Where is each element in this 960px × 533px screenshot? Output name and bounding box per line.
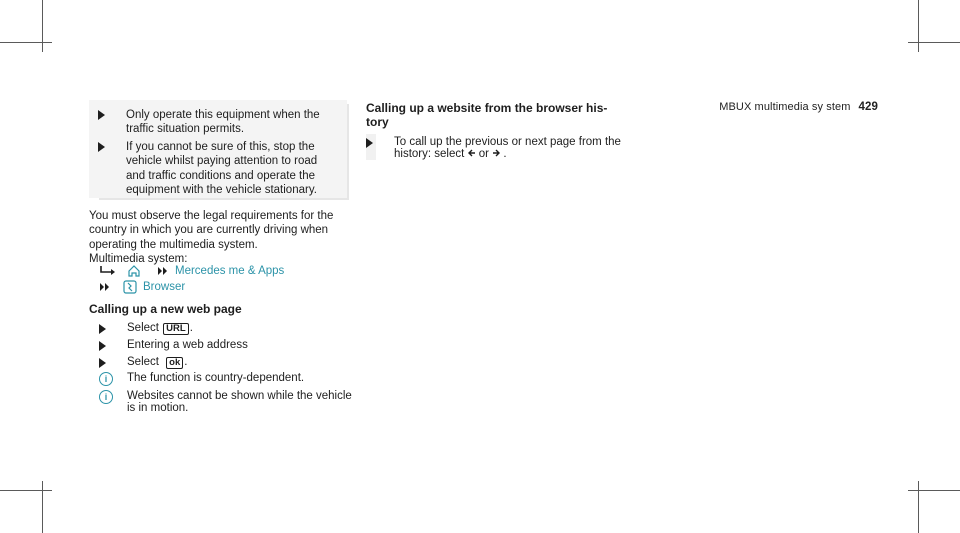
- intro-text: Multimedia system:: [89, 253, 188, 266]
- warning-text: and traffic conditions and operate the: [126, 169, 316, 182]
- note-text: is in motion.: [127, 402, 189, 414]
- step-item: [366, 136, 621, 160]
- arrow-bullet-icon: [99, 324, 106, 334]
- heading-line: Calling up a website from the browser his-: [366, 101, 608, 115]
- step-item: [99, 339, 248, 354]
- hook-arrow-icon: [99, 265, 117, 277]
- home-icon[interactable]: [127, 264, 141, 278]
- arrow-bullet-icon: [99, 341, 106, 351]
- note-text: The function is country-dependent.: [127, 372, 305, 384]
- double-chevron-icon: [157, 266, 169, 276]
- heading-line: tory: [366, 115, 389, 130]
- crop-mark: [0, 42, 52, 43]
- nav-path: [99, 280, 185, 294]
- step-text: Select: [127, 322, 159, 334]
- warning-text: vehicle whilst paying attention to road: [126, 155, 318, 168]
- step-item: [99, 356, 187, 371]
- url-key-icon[interactable]: URL: [163, 323, 189, 335]
- step-text: or: [478, 148, 489, 160]
- section-heading: [366, 101, 607, 130]
- nav-item-mercedes-me[interactable]: Mercedes me & Apps: [175, 265, 285, 277]
- step-item: [99, 322, 193, 337]
- step-text: To call up the previous or next page from the: [394, 136, 621, 148]
- forward-arrow-icon[interactable]: [492, 148, 503, 160]
- punct: .: [189, 322, 193, 334]
- warning-item: [98, 108, 320, 137]
- info-icon: i: [99, 390, 113, 404]
- crop-mark: [42, 0, 43, 52]
- crop-mark: [918, 481, 919, 533]
- intro-text: operating the multimedia system.: [89, 238, 258, 251]
- arrow-bullet-icon: [99, 358, 106, 368]
- intro-text: country in which you are currently driving when: [89, 224, 329, 237]
- info-icon: i: [99, 372, 113, 386]
- back-arrow-icon[interactable]: [468, 148, 479, 160]
- header-title: MBUX multimedia sy stem: [719, 101, 851, 113]
- warning-text: Only operate this equipment when the: [126, 109, 320, 121]
- warning-item: [98, 140, 317, 198]
- warning-box: [89, 100, 347, 198]
- step-text: Entering a web address: [127, 339, 248, 351]
- section-heading: Calling up a new web page: [89, 302, 242, 316]
- warning-text: equipment with the vehicle stationary.: [126, 184, 317, 197]
- step-text: Select: [127, 356, 159, 368]
- note-text: Websites cannot be shown while the vehicle: [127, 390, 352, 402]
- warning-text: If you cannot be sure of this, stop the: [126, 141, 315, 153]
- nav-item-browser[interactable]: Browser: [143, 281, 186, 293]
- crop-mark: [908, 490, 960, 491]
- info-note: [99, 390, 352, 414]
- arrow-bullet-icon: [366, 138, 373, 148]
- intro-paragraph: [89, 209, 333, 267]
- page-header: [719, 101, 878, 113]
- double-chevron-icon: [99, 282, 111, 292]
- crop-mark: [918, 0, 919, 52]
- globe-icon[interactable]: [123, 280, 137, 294]
- crop-mark: [0, 490, 52, 491]
- intro-text: You must observe the legal requirements for the: [89, 210, 334, 222]
- step-text: history: select: [394, 148, 465, 160]
- warning-text: traffic situation permits.: [126, 123, 245, 136]
- page-number: 429: [858, 101, 878, 113]
- ok-key-icon[interactable]: ok: [166, 357, 183, 369]
- box-shadow: [347, 104, 349, 198]
- punct: .: [503, 148, 507, 160]
- arrow-bullet-icon: [98, 142, 105, 152]
- crop-mark: [42, 481, 43, 533]
- box-shadow: [99, 198, 349, 200]
- nav-path: [99, 264, 284, 278]
- info-note: [99, 372, 304, 386]
- punct: .: [184, 356, 188, 368]
- crop-mark: [908, 42, 960, 43]
- arrow-bullet-icon: [98, 110, 105, 120]
